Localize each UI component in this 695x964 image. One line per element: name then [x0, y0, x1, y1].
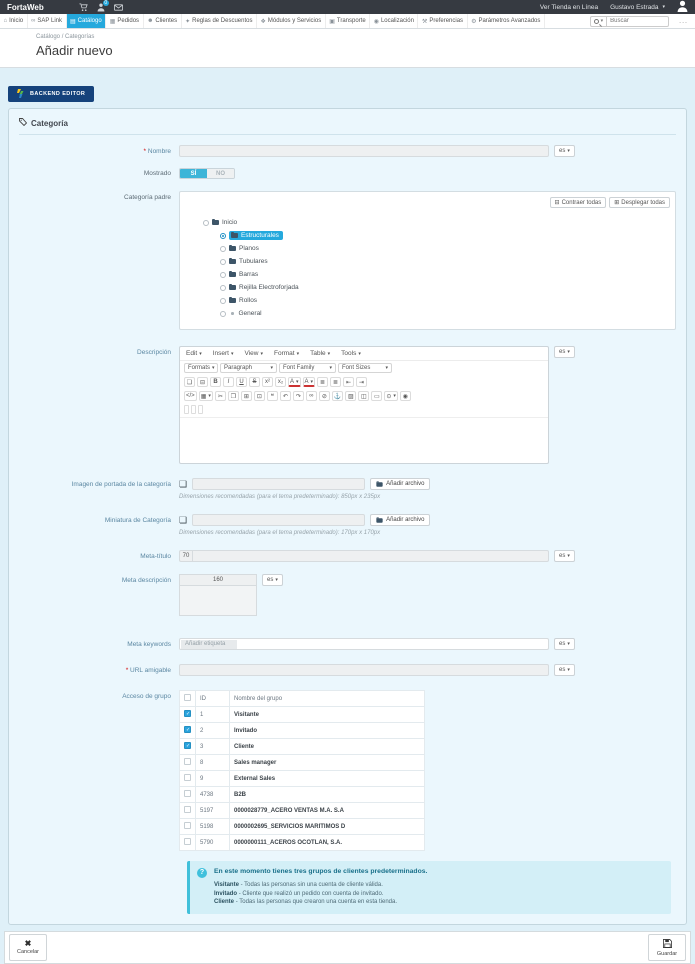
strikethrough-button[interactable]: S [249, 377, 260, 387]
meta-title-row [19, 550, 676, 562]
info-box [187, 861, 671, 914]
parent-category-row [19, 191, 676, 330]
thumbnail-label: Miniatura de Categoría [104, 517, 171, 524]
description-label: Descripción [137, 349, 171, 356]
group-checkbox[interactable] [184, 758, 191, 765]
menu-insert[interactable]: Insert ▾ [213, 350, 234, 357]
backend-editor-button[interactable]: BACKEND EDITOR [8, 86, 94, 102]
group-row: ✓ 1 Visitante [180, 707, 425, 723]
insert-link-button[interactable]: ∞ [306, 391, 317, 401]
folder-icon [376, 482, 382, 487]
cancel-button[interactable]: ✖ Cancelar [9, 934, 47, 961]
displayed-label: Mostrado [143, 170, 171, 177]
paragraph-select[interactable]: Paragraph ▾ [220, 363, 277, 373]
notification-badge: 0 [104, 0, 108, 6]
group-checkbox[interactable] [184, 806, 191, 813]
info-line: Cliente - Todas las personas que crearon una cuenta en esta tienda. [214, 899, 398, 905]
discounts-icon: ✦ [185, 18, 191, 25]
close-icon: ✖ [24, 939, 32, 948]
bullet-list-button[interactable]: ≣ [317, 377, 328, 387]
collapse-icon: ⊟ [554, 200, 560, 206]
tree-radio[interactable] [220, 259, 226, 265]
name-label: * Nombre [19, 145, 179, 155]
toolbar-extra-button[interactable] [198, 405, 203, 414]
toolbar-extra-button[interactable] [191, 405, 196, 414]
user-name: Gustavo Estrada [610, 3, 659, 11]
breadcrumb [36, 34, 695, 40]
orders-icon: ▦ [109, 18, 116, 25]
underline-button[interactable]: U [236, 377, 247, 387]
language-selector[interactable]: es ▾ [554, 664, 575, 676]
link-icon: ∞ [31, 18, 36, 24]
group-checkbox[interactable] [184, 726, 191, 733]
cover-image-row [19, 478, 676, 490]
superscript-button[interactable]: x² [262, 377, 273, 387]
category-form-panel [8, 108, 687, 925]
tree-radio[interactable] [220, 285, 226, 291]
modules-icon: ❖ [260, 18, 266, 25]
preferences-icon: ⚒ [421, 18, 428, 25]
page-header [0, 29, 695, 68]
content-area [0, 68, 695, 925]
select-all-button[interactable]: ⊡ [254, 391, 265, 401]
formats-select[interactable]: Formats ▾ [184, 363, 218, 373]
folder-icon [229, 259, 236, 264]
info-title: En este momento tienes tres grupos de clientes predeterminados. [214, 868, 428, 875]
category-tree [179, 191, 676, 330]
help-icon: ? [197, 868, 207, 878]
tree-item-tubulares[interactable]: Tubulares [220, 255, 670, 268]
cover-image-hint-row [19, 494, 676, 500]
language-selector[interactable]: es ▾ [554, 550, 575, 562]
displayed-row [19, 167, 676, 179]
search-icon [594, 19, 599, 24]
file-icon: ❏ [179, 479, 188, 489]
cover-image-hint: Dimensiones recomendadas (para el tema predeterminado): 850px x 235px [179, 494, 381, 500]
folder-icon [229, 285, 236, 290]
group-row: 4738 B2B [180, 787, 425, 803]
language-selector[interactable]: es ▾ [554, 638, 575, 650]
insert-media-button[interactable]: ◫ [358, 391, 369, 401]
advanced-settings-icon: ⚙ [471, 18, 477, 25]
brand-logo: FortaWeb [7, 2, 44, 12]
font-family-select[interactable]: Font Family ▾ [279, 363, 336, 373]
friendly-url-input[interactable] [179, 664, 549, 676]
expand-icon: ⊞ [614, 200, 620, 206]
group-row: 5197 0000028779_ACERO VENTAS M.A. S.A [180, 803, 425, 819]
breadcrumb-categorias[interactable]: Categorías [65, 34, 95, 40]
language-selector[interactable]: es ▾ [554, 145, 575, 157]
folder-icon [376, 518, 382, 523]
group-row: ✓ 3 Cliente [180, 739, 425, 755]
numbered-list-button[interactable]: ≣ [330, 377, 341, 387]
toolbar-extra-button[interactable] [184, 405, 189, 414]
menu-format[interactable]: Format ▾ [274, 350, 299, 357]
tree-radio[interactable] [220, 272, 226, 278]
nav-item-clientes[interactable]: ☻ Clientes [144, 14, 182, 28]
user-menu[interactable] [610, 4, 665, 11]
nav-item-localizacion[interactable]: ◉ Localización [370, 14, 418, 28]
source-code-button[interactable]: </> [186, 393, 195, 399]
nav-item-preferencias[interactable]: ⚒ Preferencias [418, 14, 467, 28]
cart-icon[interactable] [79, 3, 88, 12]
search-input[interactable] [607, 16, 669, 27]
cover-image-label: Imagen de portada de la categoría [71, 481, 171, 488]
meta-title-counter: 70 [179, 550, 192, 562]
tree-item-rollos[interactable]: Rollos [220, 294, 670, 307]
group-row: 9 External Sales [180, 771, 425, 787]
name-input[interactable] [179, 145, 549, 157]
folder-icon [229, 246, 236, 251]
blockquote-button[interactable]: ❝ [267, 391, 278, 401]
nav-more-button[interactable]: ... [679, 17, 688, 25]
insert-image-button[interactable]: ▨ [345, 391, 356, 401]
font-sizes-select[interactable]: Font Sizes ▾ [338, 363, 392, 373]
tree-item-planos[interactable]: Planos [220, 242, 670, 255]
group-checkbox[interactable] [184, 790, 191, 797]
view-store-link[interactable]: Ver Tienda en Línea [539, 3, 599, 11]
nav-item-reglas-descuentos[interactable]: ✦ Reglas de Descuentos [182, 14, 257, 28]
new-document-button[interactable]: ❏ [184, 377, 195, 387]
tree-item-barras[interactable]: Barras [220, 268, 670, 281]
menu-table[interactable]: Table ▾ [310, 350, 330, 357]
meta-title-label: Meta-título [140, 553, 171, 560]
group-row: 5790 0000000111_ACEROS OCOTLAN, S.A. [180, 835, 425, 851]
text-color-button[interactable]: A ▾ [288, 377, 301, 387]
language-selector[interactable]: es ▾ [262, 574, 283, 586]
backend-editor-icon [17, 89, 25, 100]
displayed-yes[interactable]: SÍ [180, 169, 207, 178]
folder-open-icon [212, 220, 219, 225]
home-icon: ⌂ [3, 18, 8, 24]
nav-item-sap-link[interactable]: ∞ SAP Link [28, 14, 67, 28]
shipping-icon: ▣ [329, 18, 335, 25]
folder-icon [231, 233, 238, 238]
menu-tools[interactable]: Tools ▾ [341, 350, 361, 357]
italic-button[interactable]: I [223, 377, 234, 387]
redo-button[interactable]: ↷ [293, 391, 304, 401]
unlink-button[interactable]: ⊘ [319, 391, 330, 401]
tree-item-estructurales[interactable]: Estructurales [220, 229, 670, 242]
localization-icon: ◉ [373, 18, 379, 25]
save-icon [663, 939, 672, 950]
info-line: Visitante - Todas las personas sin una cuenta de cliente válida. [214, 882, 383, 888]
nav-item-pedidos[interactable]: ▦ Pedidos [106, 14, 143, 28]
tree-item-rejilla-electroforjada[interactable]: Rejilla Electroforjada [220, 281, 670, 294]
group-checkbox[interactable] [184, 774, 191, 781]
column-id: ID [196, 691, 230, 707]
rich-text-editor [179, 346, 549, 464]
group-checkbox[interactable] [184, 838, 191, 845]
friendly-url-label: * URL amigable [19, 664, 179, 674]
meta-keywords-label: Meta keywords [127, 641, 171, 648]
main-nav [0, 14, 695, 29]
meta-description-label: Meta descripción [121, 577, 171, 584]
menu-edit[interactable]: Edit ▾ [186, 350, 202, 357]
select-all-checkbox[interactable] [184, 694, 191, 701]
folder-icon [229, 298, 236, 303]
friendly-url-row [19, 664, 676, 676]
print-button[interactable]: ⊟ [197, 377, 208, 387]
customers-icon: ☻ [147, 18, 154, 24]
page-title: Añadir nuevo [36, 43, 113, 58]
group-checkbox[interactable] [184, 710, 191, 717]
search-scope-button[interactable] [590, 16, 608, 27]
meta-description-counter: 160 [179, 574, 257, 586]
panel-heading: Categoría [19, 118, 676, 135]
displayed-no[interactable]: NO [207, 169, 234, 178]
nav-item-catalogo[interactable]: ▤ Catálogo [67, 14, 107, 28]
notifications-icon[interactable] [97, 0, 108, 12]
cut-button[interactable]: ✂ [215, 391, 226, 401]
meta-description-row [19, 574, 676, 616]
copy-button[interactable]: ❐ [228, 391, 239, 401]
collapse-all-button[interactable]: ⊟ Contraer todas [550, 197, 607, 208]
mail-icon[interactable] [114, 4, 123, 11]
meta-description-textarea[interactable] [179, 586, 257, 616]
insert-datetime-button[interactable]: ⊙ ▾ [384, 391, 398, 401]
group-row: 5198 0000002695_SERVICIOS MARITIMOS D [180, 819, 425, 835]
group-access-label: Acceso de grupo [122, 693, 171, 700]
description-row [19, 346, 676, 464]
undo-button[interactable]: ↶ [280, 391, 291, 401]
group-access-row [19, 690, 676, 851]
column-group-name: Nombre del grupo [230, 691, 425, 707]
save-button[interactable]: Guardar [648, 934, 686, 961]
displayed-switch [179, 168, 235, 179]
name-row [19, 145, 676, 157]
form-footer [4, 931, 691, 964]
paste-button[interactable]: ⊞ [241, 391, 252, 401]
description-textarea[interactable] [180, 417, 548, 463]
breadcrumb-separator: / [61, 34, 64, 40]
bullet-icon [231, 312, 234, 315]
nav-item-transporte[interactable]: ▣ Transporte [326, 14, 370, 28]
avatar[interactable] [677, 0, 688, 14]
tree-radio[interactable] [220, 311, 226, 317]
outdent-button[interactable]: ⇤ [343, 377, 354, 387]
group-checkbox[interactable] [184, 742, 191, 749]
bold-button[interactable]: B [210, 377, 221, 387]
menu-view[interactable]: View ▾ [245, 350, 264, 357]
thumbnail-hint-row [19, 530, 676, 536]
tag-placeholder: Añadir etiqueta [181, 640, 237, 649]
tree-radio[interactable] [220, 298, 226, 304]
nav-item-parametros-avanzados[interactable]: ⚙ Parámetros Avanzados [468, 14, 545, 28]
expand-all-button[interactable]: ⊞ Desplegar todas [609, 197, 670, 208]
top-bar [0, 0, 695, 14]
breadcrumb-catalogo[interactable]: Catálogo [36, 34, 61, 40]
book-icon: ▤ [70, 18, 76, 25]
indent-button[interactable]: ⇥ [356, 377, 367, 387]
thumbnail-hint: Dimensiones recomendadas (para el tema predeterminado): 170px x 170px [179, 530, 381, 536]
file-icon: ❏ [179, 515, 188, 525]
thumbnail-add-file-button[interactable]: Añadir archivo [370, 514, 430, 526]
cover-add-file-button[interactable]: Añadir archivo [370, 478, 430, 490]
tree-item-inicio[interactable]: Inicio [203, 216, 670, 229]
tag-icon [19, 118, 27, 128]
background-color-button[interactable]: A ▾ [303, 377, 316, 387]
tree-radio[interactable] [220, 233, 226, 239]
group-row: 8 Sales manager [180, 755, 425, 771]
nav-item-modulos-servicios[interactable]: ❖ Módulos y Servicios [257, 14, 326, 28]
thumbnail-row [19, 514, 676, 526]
cover-image-filename [192, 478, 365, 490]
preview-button[interactable]: ◉ [400, 391, 411, 401]
group-checkbox[interactable] [184, 822, 191, 829]
nav-item-inicio[interactable]: ⌂ Inicio [0, 14, 28, 28]
thumbnail-filename [192, 514, 365, 526]
folder-icon [229, 272, 236, 277]
tree-radio[interactable] [203, 220, 209, 226]
tree-radio[interactable] [220, 246, 226, 252]
parent-category-label: Categoría padre [124, 194, 171, 201]
insert-video-button[interactable]: ▭ [371, 391, 382, 401]
editor-menubar [180, 347, 548, 361]
group-row: ✓ 2 Invitado [180, 723, 425, 739]
subscript-button[interactable]: x₂ [275, 377, 286, 387]
language-selector[interactable]: es ▾ [554, 346, 575, 358]
meta-keywords-row [19, 638, 676, 650]
table-button[interactable]: ▦ ▾ [199, 391, 213, 401]
tree-item-general[interactable]: General [220, 307, 670, 320]
group-access-table [179, 690, 425, 851]
info-line: Invitado - Cliente que realizó un pedido con cuenta de invitado. [214, 890, 384, 897]
meta-title-input[interactable] [192, 550, 549, 562]
meta-keywords-input[interactable] [179, 638, 549, 650]
anchor-button[interactable]: ⚓ [332, 391, 343, 401]
